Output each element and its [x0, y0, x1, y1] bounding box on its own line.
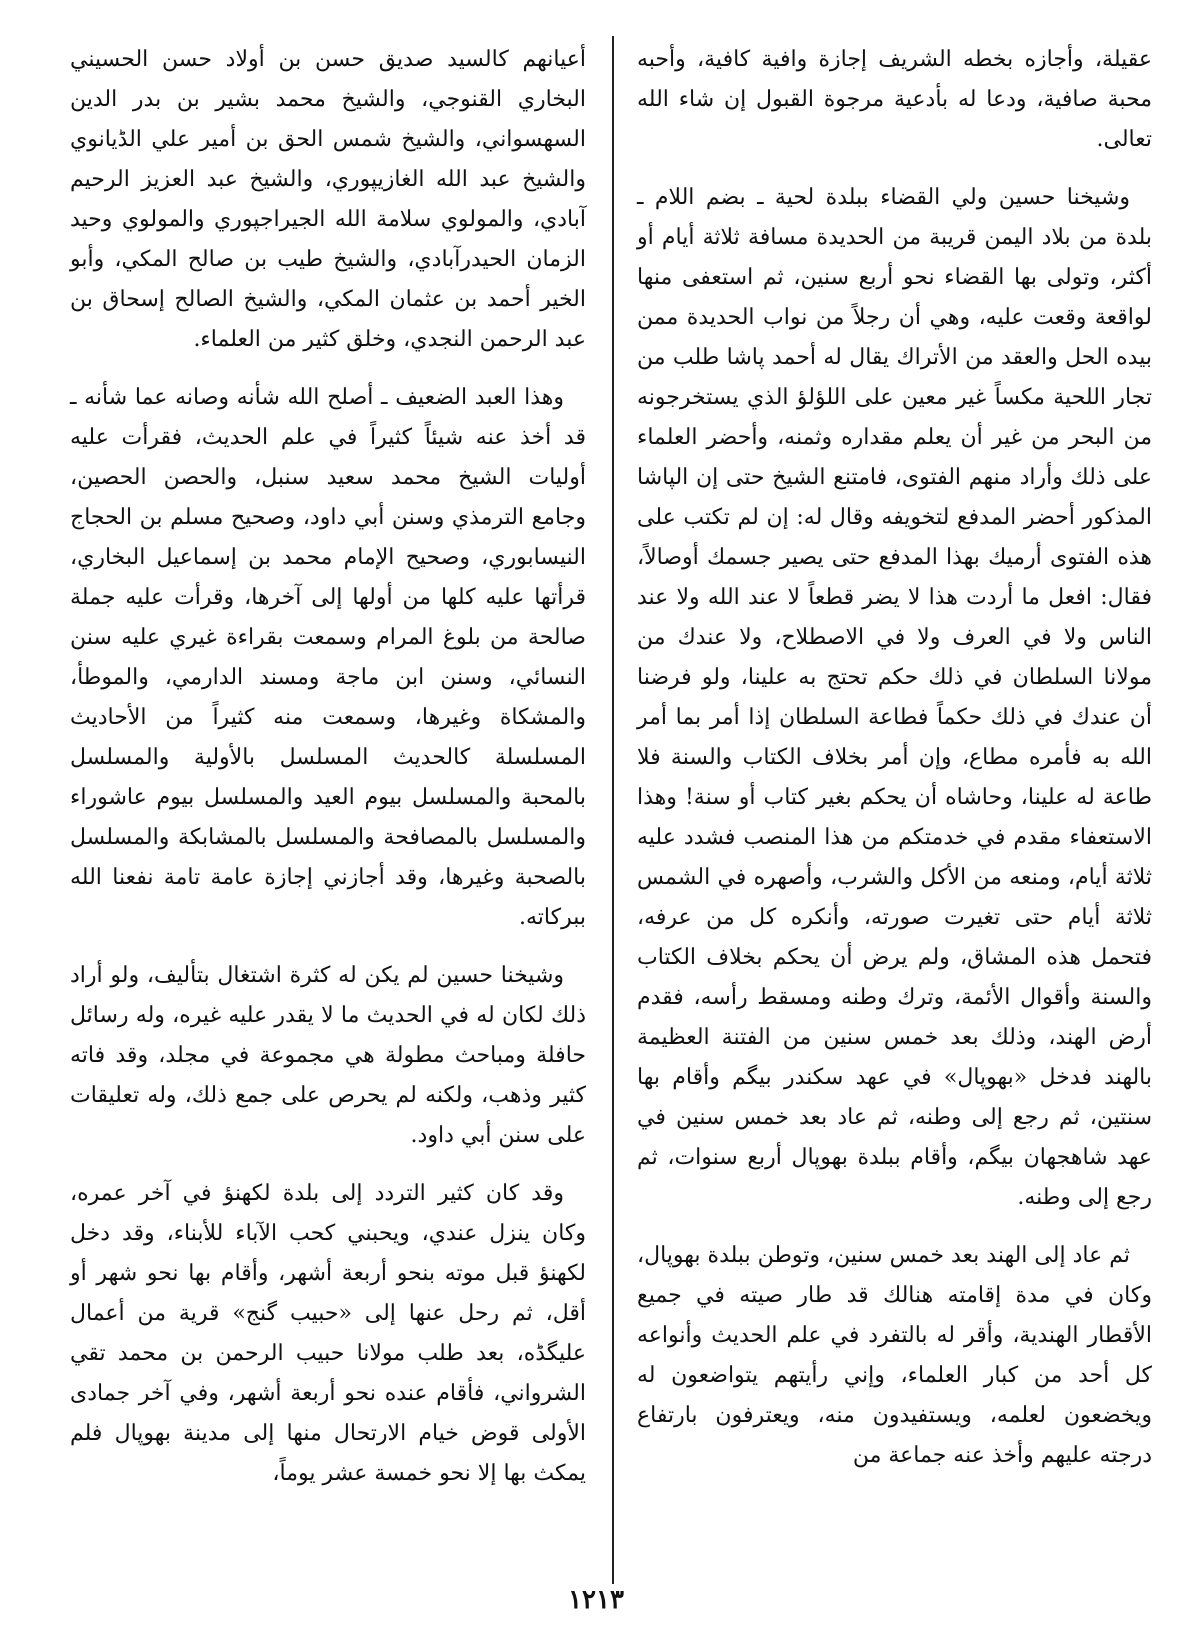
paragraph: ثم عاد إلى الهند بعد خمس سنين، وتوطن ببلدة بهوپال، وكان في مدة إقامته هنالك قد طار صيته في جميع الأقطار الهندية، وأقر له بالتفرد في علم الحديث وأنواعه كل أحد من كبار العلماء، وإني رأيتهم يتواضعون له ويخضعون لعلمه، ويستفيدون منه، ويعترفون بارتفاع درجته عليهم وأخذ عنه جماعة من: [637, 1243, 1152, 1468]
paragraph: وقد كان كثير التردد إلى بلدة لكهنؤ في آخر عمره، وكان ينزل عندي، ويحبني كحب الآباء للأبناء، وقد دخل لكهنؤ قبل موته بنحو أربعة أشهر، وأقام بها نحو شهر أو أقل، ثم رحل عنها إلى «حبيب گنج» قرية من أعمال عليگڈه، بعد طلب مولانا حبيب الرحمن بن محمد تقي الشرواني، فأقام عنده نحو أربعة أشهر، وفي آخر جمادى الأولى قوض خيام الارتحال منها إلى مدينة بهوپال فلم يمكث بها إلا نحو خمسة عشر يوماً،: [70, 1181, 587, 1486]
paragraph: وهذا العبد الضعيف ـ أصلح الله شأنه وصانه عما شأنه ـ قد أخذ عنه شيئاً كثيراً في علم الحديث، فقرأت عليه أوليات الشيخ محمد سعيد سنبل، والحصن الحصين، وجامع الترمذي وسنن أبي داود، وصحيح مسلم بن الحجاج النيسابوري، وصحيح الإمام محمد بن إسماعيل البخاري، قرأتها عليه كلها من أولها إلى آخرها، وقرأت عليه جملة صالحة من بلوغ المرام وسمعت بقراءة غيري عليه سنن النسائي، وسنن ابن ماجة ومسند الدارمي، والموطأ، والمشكاة وغيرها، وسمعت منه كثيراً من الأحاديث المسلسلة كالحديث المسلسل بالأولية والمسلسل بالمحبة والمسلسل بيوم العيد والمسلسل بيوم عاشوراء والمسلسل بالمصافحة والمسلسل بالمشابكة والمسلسل بالصحبة وغيرها، وقد أجازني إجازة عامة تامة نفعنا الله ببركاته.: [70, 385, 586, 930]
paragraph: عقيلة، وأجازه بخطه الشريف إجازة وافية كافية، وأحبه محبة صافية، ودعا له بأدعية مرجوة القبول إن شاء الله تعالى.: [637, 47, 1152, 152]
paragraph: وشيخنا حسين لم يكن له كثرة اشتغال بتأليف، ولو أراد ذلك لكان له في الحديث ما لا يقدر عليه غيره، وله رسائل حافلة ومباحث مطولة هي مجموعة في مجلد، وقد فاته كثير وذهب، ولكنه لم يحرص على جمع ذلك، وله تعليقات على سنن أبي داود.: [70, 963, 586, 1148]
page-number: ١٢١٣: [568, 1585, 624, 1615]
column-divider: [612, 36, 614, 1584]
left-text-column: [70, 40, 586, 1512]
paragraph: أعيانهم كالسيد صديق حسن بن أولاد حسن الحسيني البخاري القنوجي، والشيخ محمد بشير بن بدر الدين السهسواني، والشيخ شمس الحق بن أمير علي الڈيانوي والشيخ عبد الله الغازيپوري، والشيخ عبد العزيز الرحيم آبادي، والمولوي سلامة الله الجيراجپوري والمولوي وحيد الزمان الحيدرآبادي، والشيخ طيب بن صالح المكي، وأبو الخير أحمد بن عثمان المكي، والشيخ الصالح إسحاق بن عبد الرحمن النجدي، وخلق كثير من العلماء.: [70, 47, 586, 352]
right-text-column: [637, 40, 1152, 1494]
paragraph: وشيخنا حسين ولي القضاء ببلدة لحية ـ بضم اللام ـ بلدة من بلاد اليمن قريبة من الحديدة مسافة ثلاثة أيام أو أكثر، وتولى بها القضاء نحو أربع سنين، ثم استعفى منها لواقعة وقعت عليه، وهي أن رجلاً من نواب الحديدة ممن بيده الحل والعقد من الأتراك يقال له أحمد پاشا طلب من تجار اللحية مكساً غير معين على اللؤلؤ الذي يستخرجونه من البحر من غير أن يعلم مقداره وثمنه، وأحضر العلماء على ذلك وأراد منهم الفتوى، فامتنع الشيخ حتى إن الپاشا المذكور أحضر المدفع لتخويفه وقال له: إن لم تكتب على هذه الفتوى أرميك بهذا المدفع حتى يصير جسمك أوصالاً، فقال: افعل ما أردت هذا لا يضر قطعاً لا عند الله ولا عند الناس ولا في العرف ولا في الاصطلاح، ولا عندك من مولانا السلطان في ذلك حكم تحتج به علينا، ولو فرضنا أن عندك في ذلك حكماً فطاعة السلطان إذا أمر بما أمر الله به فأمره مطاع، وإن أمر بخلاف الكتاب والسنة فلا طاعة له علينا، وحاشاه أن يحكم بغير كتاب أو سنة! وهذا الاستعفاء مقدم في خدمتكم من هذا المنصب فشدد عليه ثلاثة أيام، ومنعه من الأكل والشرب، وأصهره في الشمس ثلاثة أيام حتى تغيرت صورته، وأنكره كل من عرفه، فتحمل هذه المشاق، ولم يرض أن يحكم بخلاف الكتاب والسنة وأقوال الأئمة، وترك وطنه ومسقط رأسه، فقدم أرض الهند، وذلك بعد خمس سنين من الفتنة العظيمة بالهند فدخل «بهوپال» في عهد سكندر بيگم وأقام بها سنتين، ثم رجع إلى وطنه، ثم عاد بعد خمس سنين في عهد شاهجهان بيگم، وأقام ببلدة بهوپال أربع سنوات، ثم رجع إلى وطنه.: [637, 185, 1152, 1210]
